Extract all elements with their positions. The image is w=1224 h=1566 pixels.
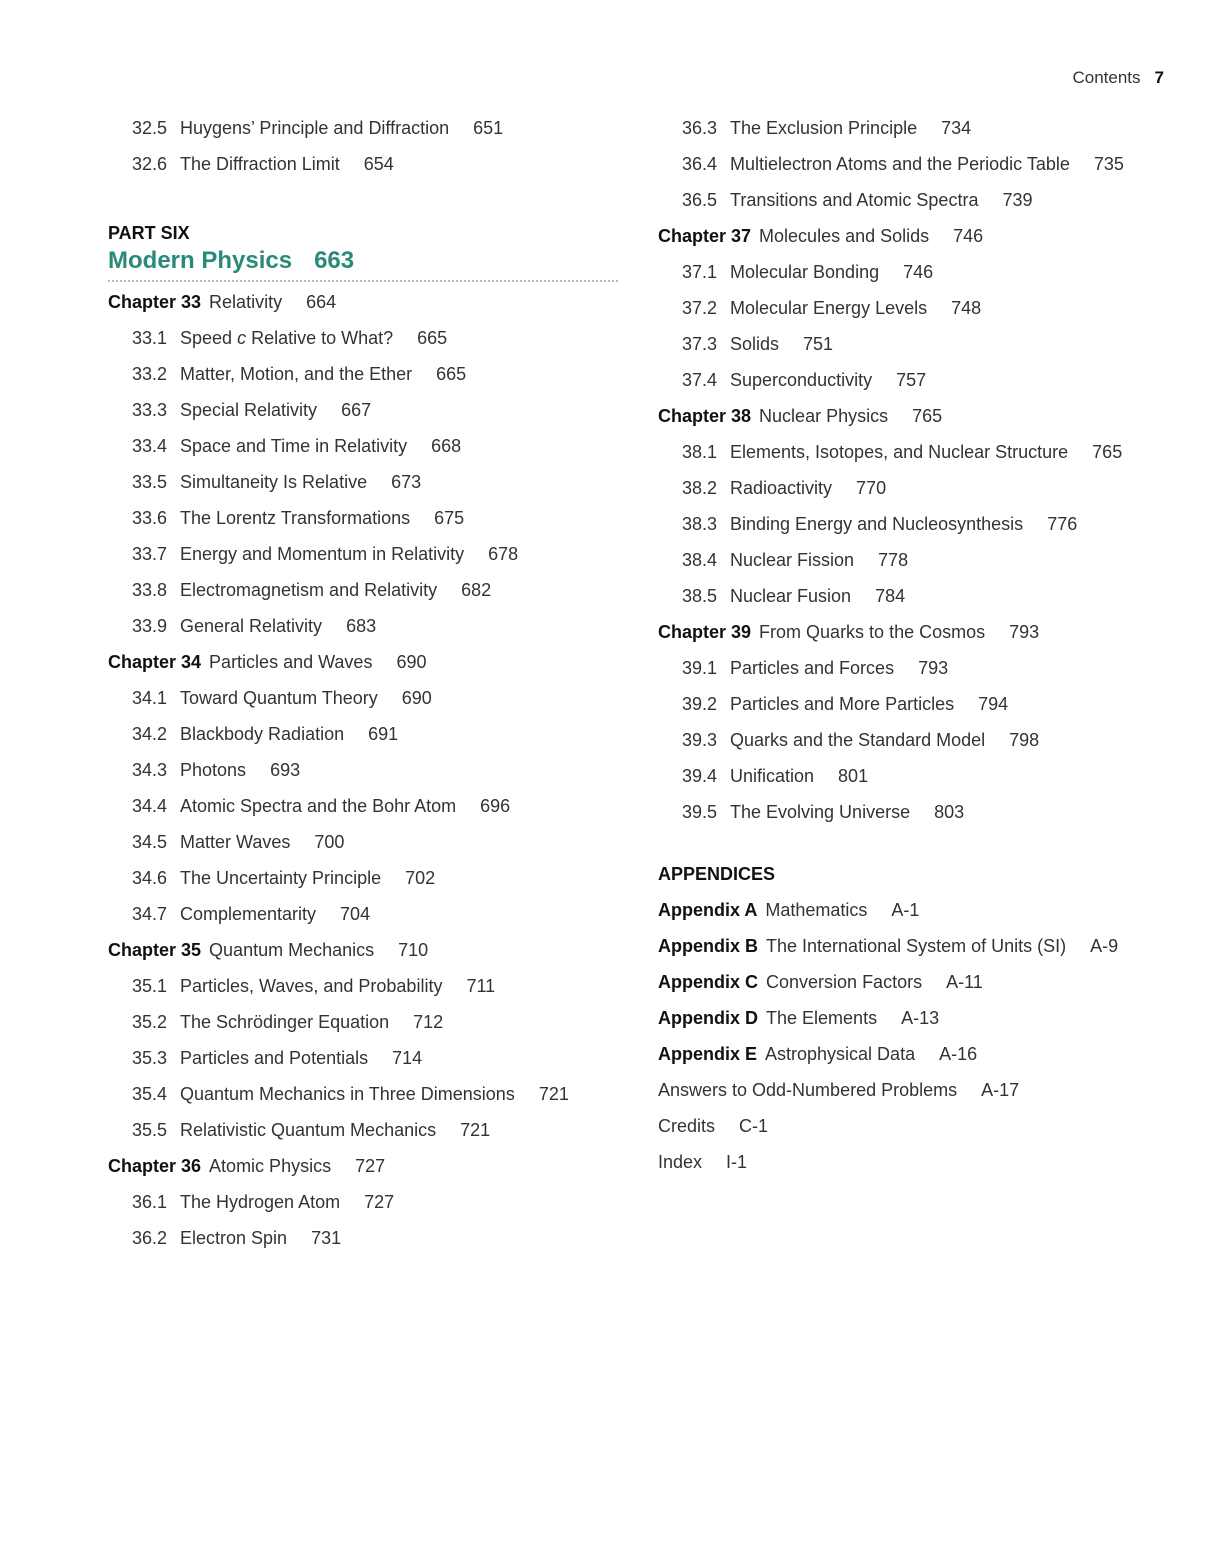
section-page: 675 [434,508,465,528]
section-number: 35.3 [132,1048,168,1068]
chapter-page: 793 [1009,622,1040,642]
section-number: 33.2 [132,364,168,384]
chapter-page: 690 [396,652,427,672]
chapter-number: Chapter 38 [658,406,752,426]
toc-section-33-8[interactable] [108,572,618,608]
toc-section-39-1[interactable] [658,650,1178,686]
section-number: 35.2 [132,1012,168,1032]
section-number: 33.3 [132,400,168,420]
section-title: Quantum Mechanics in Three Dimensions [180,1084,515,1104]
section-number: 33.4 [132,436,168,456]
section-title: The Hydrogen Atom [180,1192,341,1212]
toc-chapter-39[interactable] [658,614,1178,650]
toc-back-matter-item[interactable] [658,1144,1178,1180]
appendix-label: Appendix C [658,972,759,992]
toc-appendix-2[interactable] [658,964,1178,1000]
toc-section-36-5[interactable] [658,182,1178,218]
section-number: 39.4 [682,766,718,786]
section-title-pre: Speed [180,328,238,348]
section-page: 801 [838,766,869,786]
toc-appendix-0[interactable] [658,892,1178,928]
section-page: 727 [364,1192,395,1212]
toc-section-34-6[interactable] [108,860,618,896]
section-number: 37.2 [682,298,718,318]
back-matter-page: C-1 [739,1116,769,1136]
chapter-title: Nuclear Physics [759,406,889,426]
section-title: The Lorentz Transformations [180,508,411,528]
chapter-title: Particles and Waves [209,652,373,672]
section-number: 34.5 [132,832,168,852]
chapter-number: Chapter 39 [658,622,752,642]
section-title: General Relativity [180,616,323,636]
toc-chapter-37[interactable] [658,218,1178,254]
section-page: 784 [875,586,906,606]
running-head [1072,68,1164,88]
toc-chapter-38[interactable] [658,398,1178,434]
section-title: Binding Energy and Nucleosynthesis [730,514,1024,534]
section-title: Unification [730,766,815,786]
section-number: 33.8 [132,580,168,600]
back-matter-title: Credits [658,1116,716,1136]
toc-section-36-3[interactable] [658,110,1178,146]
section-title: Complementarity [180,904,317,924]
section-number: 32.6 [132,154,168,174]
section-title: Toward Quantum Theory [180,688,378,708]
section-number: 33.9 [132,616,168,636]
section-page: 673 [391,472,422,492]
section-page: 683 [346,616,377,636]
section-number: 38.4 [682,550,718,570]
chapter-title: Molecules and Solids [759,226,930,246]
section-number: 39.2 [682,694,718,714]
section-page: 678 [488,544,519,564]
chapter-number: Chapter 34 [108,652,202,672]
toc-section-38-5[interactable] [658,578,1178,614]
section-page: 739 [1002,190,1033,210]
section-title: The Exclusion Principle [730,118,918,138]
section-page: 696 [480,796,511,816]
section-page: 711 [466,976,496,996]
section-title: Special Relativity [180,400,318,420]
section-title: Molecular Bonding [730,262,880,282]
section-number: 34.3 [132,760,168,780]
chapter-page: 710 [398,940,429,960]
section-number: 33.6 [132,508,168,528]
toc-section-38-2[interactable] [658,470,1178,506]
appendix-title: Astrophysical Data [765,1044,916,1064]
section-page: 798 [1009,730,1040,750]
toc-section-33-1[interactable] [108,320,618,356]
back-matter-page: I-1 [726,1152,748,1172]
section-page: 700 [314,832,345,852]
section-number: 33.5 [132,472,168,492]
section-page: 776 [1047,514,1078,534]
section-page: 731 [311,1228,342,1248]
toc-section-33-5[interactable] [108,464,618,500]
section-number: 33.1 [132,328,168,348]
toc-left-column [108,110,618,1256]
section-title: Huygens’ Principle and Diffraction [180,118,450,138]
toc-appendix-3[interactable] [658,1000,1178,1036]
chapter-page: 746 [953,226,984,246]
section-number: 34.6 [132,868,168,888]
back-matter-title: Answers to Odd-Numbered Problems [658,1080,958,1100]
section-number: 34.7 [132,904,168,924]
section-page: 770 [856,478,887,498]
toc-section-37-3[interactable] [658,326,1178,362]
toc-section-34-5[interactable] [108,824,618,860]
toc-section-36-4[interactable] [658,146,1178,182]
part-title-page: 663 [314,247,355,274]
toc-section-35-2[interactable] [108,1004,618,1040]
section-title: The Uncertainty Principle [180,868,382,888]
section-page: 690 [401,688,432,708]
part-title-text: Modern Physics [108,247,293,274]
back-matter-title: Index [658,1152,703,1172]
section-page: 746 [903,262,934,282]
chapter-page: 765 [912,406,943,426]
toc-section-37-4[interactable] [658,362,1178,398]
section-number: 38.3 [682,514,718,534]
section-number: 36.3 [682,118,718,138]
section-number: 37.3 [682,334,718,354]
section-number: 37.1 [682,262,718,282]
toc-chapter-33[interactable] [108,284,618,320]
section-title: Particles and Potentials [180,1048,369,1068]
section-number: 34.1 [132,688,168,708]
section-title: Radioactivity [730,478,833,498]
chapter-number: Chapter 35 [108,940,202,960]
section-title: Elements, Isotopes, and Nuclear Structure [730,442,1069,462]
section-page: 778 [878,550,909,570]
toc-chapter-36[interactable] [108,1148,618,1184]
appendix-page: A-11 [946,972,983,992]
section-page: 693 [270,760,301,780]
section-number: 39.1 [682,658,718,678]
back-matter-page: A-17 [981,1080,1020,1100]
section-number: 36.4 [682,154,718,174]
section-page: 651 [473,118,504,138]
section-page: 794 [978,694,1009,714]
toc-section-33-2[interactable] [108,356,618,392]
toc-section-34-4[interactable] [108,788,618,824]
section-page: 803 [934,802,965,822]
section-number: 36.1 [132,1192,168,1212]
section-title: Particles and More Particles [730,694,955,714]
section-title: Solids [730,334,780,354]
toc-section-35-1[interactable] [108,968,618,1004]
section-title: Particles and Forces [730,658,895,678]
section-page: 667 [341,400,372,420]
section-title: Particles, Waves, and Probability [180,976,443,996]
toc-section-36-2[interactable] [108,1220,618,1256]
section-page: 702 [405,868,436,888]
section-title: Matter Waves [180,832,291,852]
toc-appendix-4[interactable] [658,1036,1178,1072]
section-number: 36.5 [682,190,718,210]
section-page: 665 [436,364,467,384]
toc-section-33-4[interactable] [108,428,618,464]
section-page: 714 [392,1048,423,1068]
appendix-label: Appendix D [658,1008,759,1028]
toc-section-34-1[interactable] [108,680,618,716]
toc-section-36-1[interactable] [108,1184,618,1220]
toc-section-39-4[interactable] [658,758,1178,794]
section-page: 765 [1092,442,1123,462]
chapter-title: From Quarks to the Cosmos [759,622,986,642]
section-page: 721 [538,1084,569,1104]
appendix-title: Conversion Factors [766,972,923,992]
section-title: Quarks and the Standard Model [730,730,986,750]
section-page: 712 [413,1012,444,1032]
section-page: 734 [941,118,972,138]
toc-section-34-7[interactable] [108,896,618,932]
toc-section-38-3[interactable] [658,506,1178,542]
section-title: Atomic Spectra and the Bohr Atom [180,796,457,816]
section-number: 35.5 [132,1120,168,1140]
toc-section-33-3[interactable] [108,392,618,428]
toc-back-matter-item[interactable] [658,1108,1178,1144]
section-page: 668 [431,436,462,456]
section-title: Matter, Motion, and the Ether [180,364,413,384]
section-page: 721 [460,1120,491,1140]
section-title: Energy and Momentum in Relativity [180,544,465,564]
section-number: 39.3 [682,730,718,750]
toc-section-39-3[interactable] [658,722,1178,758]
toc-section-37-1[interactable] [658,254,1178,290]
chapter-number: Chapter 37 [658,226,752,246]
toc-section-38-1[interactable] [658,434,1178,470]
section-number: 33.7 [132,544,168,564]
toc-chapter-34[interactable] [108,644,618,680]
section-title: Multielectron Atoms and the Periodic Table [730,154,1070,174]
section-title: Electron Spin [180,1228,288,1248]
toc-appendix-1[interactable] [658,928,1178,964]
section-title: Simultaneity Is Relative [180,472,368,492]
section-page: 691 [368,724,399,744]
appendix-page: A-16 [939,1044,978,1064]
section-title: Transitions and Atomic Spectra [730,190,979,210]
appendix-title: The Elements [766,1008,878,1028]
chapter-page: 664 [306,292,337,312]
section-number: 36.2 [132,1228,168,1248]
section-number: 37.4 [682,370,718,390]
section-page: 793 [918,658,949,678]
section-title: The Schrödinger Equation [180,1012,390,1032]
part-title[interactable] [108,244,618,282]
section-title: Blackbody Radiation [180,724,345,744]
appendix-page: A-1 [891,900,920,920]
section-title: Molecular Energy Levels [730,298,928,318]
section-title: The Diffraction Limit [180,154,340,174]
section-title: Photons [180,760,247,780]
toc-section-39-2[interactable] [658,686,1178,722]
section-title-italic: c [237,328,247,348]
running-head-label: Contents [1072,68,1141,87]
chapter-number: Chapter 33 [108,292,202,312]
toc-right-column [658,110,1178,1180]
toc-section-34-2[interactable] [108,716,618,752]
section-number: 35.4 [132,1084,168,1104]
section-title: Nuclear Fission [730,550,855,570]
section-title: Relativistic Quantum Mechanics [180,1120,437,1140]
section-number: 38.2 [682,478,718,498]
section-page: 665 [417,328,448,348]
toc-section-33-6[interactable] [108,500,618,536]
toc-section-32-5[interactable] [108,110,618,146]
section-page: 735 [1093,154,1124,174]
toc-section-38-4[interactable] [658,542,1178,578]
section-page: 751 [803,334,834,354]
section-page: 748 [951,298,982,318]
toc-section-34-3[interactable] [108,752,618,788]
section-page: 682 [461,580,492,600]
section-page: 704 [340,904,371,924]
page-number: 7 [1154,68,1164,87]
appendix-label: Appendix E [658,1044,758,1064]
section-title: Space and Time in Relativity [180,436,408,456]
appendix-label: Appendix B [658,936,759,956]
section-number: 38.5 [682,586,718,606]
appendix-label: Appendix A [658,900,758,920]
chapter-page: 727 [355,1156,386,1176]
section-number: 35.1 [132,976,168,996]
section-number: 32.5 [132,118,168,138]
part-label: PART SIX [108,223,190,243]
section-title: Electromagnetism and Relativity [180,580,438,600]
section-number: 34.2 [132,724,168,744]
section-title: Nuclear Fusion [730,586,852,606]
section-title: The Evolving Universe [730,802,911,822]
section-page: 757 [896,370,927,390]
section-number: 39.5 [682,802,718,822]
toc-section-37-2[interactable] [658,290,1178,326]
appendices-label: APPENDICES [658,864,776,884]
toc-chapter-35[interactable] [108,932,618,968]
toc-section-33-9[interactable] [108,608,618,644]
appendix-page: A-9 [1090,936,1119,956]
toc-back-matter-item[interactable] [658,1072,1178,1108]
chapter-title: Relativity [209,292,283,312]
section-title-post: Relative to What? [246,328,394,348]
section-number: 34.4 [132,796,168,816]
toc-section-35-5[interactable] [108,1112,618,1148]
section-page: 654 [363,154,394,174]
section-title: Superconductivity [730,370,873,390]
toc-section-35-3[interactable] [108,1040,618,1076]
toc-section-33-7[interactable] [108,536,618,572]
section-number: 38.1 [682,442,718,462]
appendix-title: The International System of Units (SI) [766,936,1067,956]
toc-section-35-4[interactable] [108,1076,618,1112]
toc-section-39-5[interactable] [658,794,1178,830]
toc-section-32-6[interactable] [108,146,618,182]
chapter-title: Atomic Physics [209,1156,332,1176]
chapter-title: Quantum Mechanics [209,940,375,960]
chapter-number: Chapter 36 [108,1156,202,1176]
appendix-page: A-13 [901,1008,940,1028]
appendix-title: Mathematics [765,900,868,920]
